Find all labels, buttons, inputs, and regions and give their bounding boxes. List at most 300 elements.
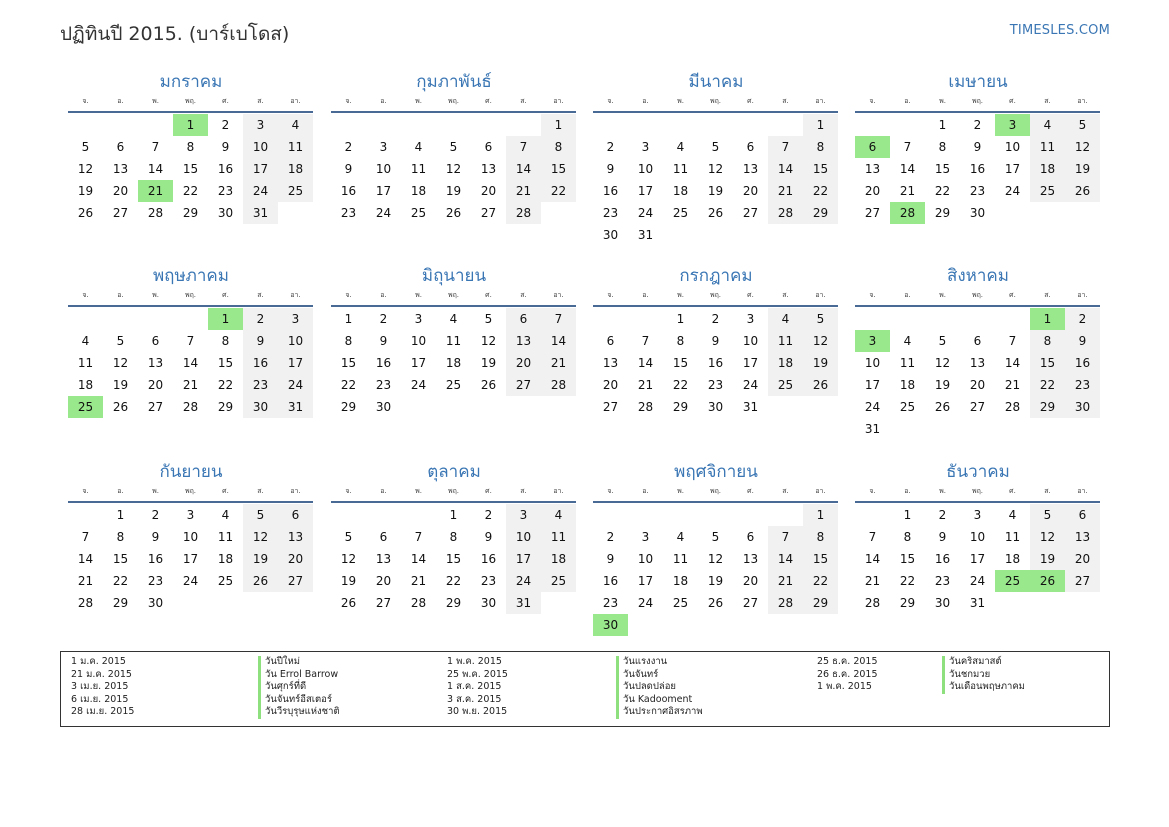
day-cell: 17 [375, 184, 392, 198]
weekday-label: ศ. [747, 96, 754, 105]
holiday-name: วันปีใหม่ [258, 656, 300, 669]
weekday-label: อ. [904, 290, 911, 299]
holiday-date: 25 ธ.ค. 2015 [817, 656, 878, 667]
page-title: ปฏิทินปี 2015. (บาร์เบโดส) [60, 23, 290, 45]
weekday-label: อ. [642, 96, 649, 105]
weekday-header [593, 288, 839, 302]
month-name: สิงหาคม [946, 266, 1009, 286]
day-cell: 13 [480, 162, 497, 176]
weekday-label: พฤ. [709, 96, 722, 105]
weekday-label: พ. [677, 96, 684, 105]
day-cell: 13 [112, 162, 129, 176]
week-row [68, 374, 314, 396]
day-cell: 2 [379, 312, 388, 326]
weekday-label: อ. [117, 290, 124, 299]
day-cell: 3 [243, 114, 278, 136]
weekday-label: อา. [1077, 96, 1088, 105]
day-cell: 20 [480, 184, 497, 198]
day-cell: 6 [506, 308, 541, 330]
weekday-header [593, 94, 839, 108]
weekday-label: ศ. [1009, 486, 1016, 495]
day-cell: 2 [484, 508, 493, 522]
empty-cell [138, 308, 173, 330]
day-cell: 26 [340, 596, 357, 610]
header-rule [68, 305, 313, 307]
holiday-name: วันวีรบุรุษแห่งชาติ [258, 706, 340, 719]
week-row [68, 504, 314, 526]
day-cell: 15 [112, 552, 129, 566]
day-cell: 16 [707, 356, 724, 370]
empty-cell [995, 308, 1030, 330]
week-row [593, 224, 839, 246]
day-cell: 4 [903, 334, 912, 348]
day-cell: 6 [116, 140, 125, 154]
empty-cell [768, 114, 803, 136]
day-cell: 14 [768, 548, 803, 570]
holiday-date: 25 พ.ค. 2015 [447, 668, 508, 680]
weekday-label: พ. [415, 486, 422, 495]
day-cell: 2 [151, 508, 160, 522]
day-cell: 21 [899, 184, 916, 198]
holiday-entry [71, 656, 428, 669]
day-grid [593, 114, 839, 246]
day-cell: 23 [375, 378, 392, 392]
day-cell: 19 [707, 184, 724, 198]
day-cell: 21 [182, 378, 199, 392]
day-cell: 21 [410, 574, 427, 588]
empty-cell [890, 418, 925, 440]
week-row [593, 570, 839, 592]
day-cell: 21 [541, 352, 576, 374]
day-cell: 28 [506, 202, 541, 224]
day-cell: 27 [480, 206, 497, 220]
day-cell: 23 [707, 378, 724, 392]
day-cell: 12 [112, 356, 129, 370]
header-rule [68, 111, 313, 113]
month-block [331, 70, 577, 224]
weekday-label: อ. [380, 290, 387, 299]
day-cell: 30 [480, 596, 497, 610]
day-cell: 31 [637, 228, 654, 242]
day-cell: 10 [1004, 140, 1021, 154]
day-cell: 9 [221, 140, 230, 154]
week-row [855, 570, 1101, 592]
day-cell: 7 [903, 140, 912, 154]
holiday-entry [817, 656, 1112, 669]
empty-cell [593, 114, 628, 136]
day-cell: 27 [506, 374, 541, 396]
day-cell: 29 [803, 202, 838, 224]
day-cell: 31 [969, 596, 986, 610]
day-cell: 7 [151, 140, 160, 154]
day-cell: 20 [969, 378, 986, 392]
day-cell: 21 [768, 570, 803, 592]
day-cell: 15 [340, 356, 357, 370]
day-grid [68, 504, 314, 614]
weekday-label: ส. [782, 486, 789, 495]
weekday-label: จ. [82, 486, 89, 495]
day-cell: 15 [445, 552, 462, 566]
day-cell: 6 [1065, 504, 1100, 526]
day-cell: 23 [1065, 374, 1100, 396]
day-cell: 8 [449, 530, 458, 544]
empty-cell [401, 504, 436, 526]
day-cell: 18 [1004, 552, 1021, 566]
week-row [68, 180, 314, 202]
day-cell: 30 [243, 396, 278, 418]
day-cell: 17 [506, 548, 541, 570]
day-cell: 21 [637, 378, 654, 392]
day-cell: 12 [1065, 136, 1100, 158]
weekday-label: จ. [82, 290, 89, 299]
day-cell: 10 [243, 136, 278, 158]
weekday-label: พ. [152, 486, 159, 495]
week-row [331, 308, 577, 330]
week-row [855, 136, 1101, 158]
day-cell: 22 [182, 184, 199, 198]
empty-cell [278, 592, 313, 614]
day-cell: 9 [484, 530, 493, 544]
day-cell: 12 [1030, 526, 1065, 548]
day-cell: 22 [112, 574, 129, 588]
empty-cell [698, 114, 733, 136]
day-cell: 13 [742, 552, 759, 566]
day-cell: 1 [938, 118, 947, 132]
day-cell: 24 [182, 574, 199, 588]
holiday-name: วันเดือนพฤษภาคม [942, 681, 1025, 694]
day-cell: 31 [243, 202, 278, 224]
day-cell: 19 [480, 356, 497, 370]
day-cell: 5 [484, 312, 493, 326]
weekday-label: พฤ. [971, 96, 984, 105]
day-cell: 1 [1030, 308, 1065, 330]
day-cell: 12 [445, 162, 462, 176]
month-block [68, 70, 314, 224]
weekday-label: ศ. [222, 486, 229, 495]
day-cell: 8 [803, 136, 838, 158]
holiday-entry [817, 681, 1112, 694]
month-name: ตุลาคม [427, 462, 481, 482]
weekday-label: พ. [415, 96, 422, 105]
week-row [855, 202, 1101, 224]
empty-cell [803, 396, 838, 418]
header-rule [68, 501, 313, 503]
empty-cell [243, 592, 278, 614]
day-cell: 28 [182, 400, 199, 414]
weekday-label: อา. [290, 486, 301, 495]
day-cell: 23 [340, 206, 357, 220]
day-cell: 28 [637, 400, 654, 414]
weekday-label: พฤ. [184, 290, 197, 299]
weekday-label: พฤ. [184, 96, 197, 105]
empty-cell [1030, 202, 1065, 224]
month-name: มิถุนายน [421, 266, 487, 286]
day-cell: 30 [375, 400, 392, 414]
week-row [593, 202, 839, 224]
day-cell: 30 [934, 596, 951, 610]
day-cell: 3 [641, 140, 650, 154]
day-cell: 8 [221, 334, 230, 348]
day-cell: 7 [81, 530, 90, 544]
weekday-label: ส. [520, 96, 527, 105]
weekday-label: จ. [607, 290, 614, 299]
day-cell: 26 [243, 570, 278, 592]
day-cell: 29 [672, 400, 689, 414]
day-cell: 7 [868, 530, 877, 544]
holiday-entry [447, 669, 786, 682]
holiday-column [71, 656, 428, 719]
day-cell: 23 [243, 374, 278, 396]
weekday-label: อา. [290, 290, 301, 299]
day-grid [855, 114, 1101, 224]
month-block [331, 264, 577, 418]
day-cell: 21 [1004, 378, 1021, 392]
weekday-header [331, 94, 577, 108]
day-cell: 6 [278, 504, 313, 526]
weekday-label: ศ. [485, 290, 492, 299]
header-rule [593, 305, 838, 307]
weekday-label: อ. [117, 96, 124, 105]
day-cell: 4 [81, 334, 90, 348]
day-grid [855, 504, 1101, 614]
day-cell: 5 [1030, 504, 1065, 526]
weekday-label: พฤ. [447, 96, 460, 105]
day-cell: 24 [410, 378, 427, 392]
day-cell: 1 [803, 114, 838, 136]
day-cell: 6 [746, 530, 755, 544]
day-cell: 18 [217, 552, 234, 566]
holiday-entry [71, 669, 428, 682]
day-cell: 2 [711, 312, 720, 326]
day-cell: 19 [707, 574, 724, 588]
day-cell: 5 [803, 308, 838, 330]
day-cell: 26 [480, 378, 497, 392]
day-cell: 5 [243, 504, 278, 526]
weekday-label: อ. [904, 486, 911, 495]
empty-cell [103, 114, 138, 136]
empty-cell [541, 592, 576, 614]
day-cell: 30 [602, 228, 619, 242]
weekday-label: พฤ. [447, 290, 460, 299]
day-grid [331, 504, 577, 614]
day-cell: 10 [506, 526, 541, 548]
week-row [593, 548, 839, 570]
holiday-entry [71, 681, 428, 694]
weekday-label: อ. [380, 96, 387, 105]
empty-cell [890, 308, 925, 330]
holiday-entry [817, 669, 1112, 682]
week-row [68, 526, 314, 548]
day-cell: 21 [864, 574, 881, 588]
empty-cell [1030, 592, 1065, 614]
day-cell: 27 [278, 570, 313, 592]
day-cell: 9 [938, 530, 947, 544]
day-cell: 16 [217, 162, 234, 176]
empty-cell [855, 308, 890, 330]
empty-cell [436, 114, 471, 136]
day-cell: 9 [344, 162, 353, 176]
day-cell: 1 [903, 508, 912, 522]
day-cell: 24 [742, 378, 759, 392]
day-cell: 22 [445, 574, 462, 588]
day-cell: 2 [973, 118, 982, 132]
empty-cell [436, 396, 471, 418]
day-cell: 6 [606, 334, 615, 348]
weekday-label: ศ. [222, 96, 229, 105]
day-cell: 22 [672, 378, 689, 392]
holiday-entry [447, 656, 786, 669]
day-cell: 11 [278, 136, 313, 158]
week-row [331, 158, 577, 180]
day-cell: 10 [637, 162, 654, 176]
day-cell: 27 [742, 596, 759, 610]
empty-cell [331, 114, 366, 136]
day-cell: 18 [672, 574, 689, 588]
day-cell: 15 [182, 162, 199, 176]
empty-cell [1065, 418, 1100, 440]
day-cell: 13 [1065, 526, 1100, 548]
day-cell: 28 [410, 596, 427, 610]
day-cell: 22 [541, 180, 576, 202]
day-cell: 13 [375, 552, 392, 566]
week-row [68, 114, 314, 136]
weekday-label: จ. [345, 290, 352, 299]
empty-cell [925, 418, 960, 440]
week-row [593, 352, 839, 374]
weekday-label: พ. [152, 290, 159, 299]
day-cell: 17 [742, 356, 759, 370]
month-name: มีนาคม [688, 72, 744, 92]
empty-cell [995, 418, 1030, 440]
day-cell: 3 [186, 508, 195, 522]
day-cell: 11 [672, 162, 689, 176]
holiday-entry [447, 706, 786, 719]
day-cell: 15 [541, 158, 576, 180]
week-row [855, 330, 1101, 352]
day-cell: 27 [147, 400, 164, 414]
day-cell: 4 [1008, 508, 1017, 522]
weekday-label: อา. [290, 96, 301, 105]
day-cell: 19 [1030, 548, 1065, 570]
day-cell: 24 [969, 574, 986, 588]
day-cell: 29 [182, 206, 199, 220]
day-cell: 2 [606, 140, 615, 154]
day-cell: 8 [676, 334, 685, 348]
day-cell: 20 [112, 184, 129, 198]
week-row [593, 158, 839, 180]
week-row [68, 330, 314, 352]
header-rule [593, 111, 838, 113]
holiday-name: วันประกาศอิสรภาพ [616, 706, 703, 719]
header-rule [331, 305, 576, 307]
month-name: ธันวาคม [946, 462, 1010, 482]
day-cell: 13 [742, 162, 759, 176]
day-cell: 6 [973, 334, 982, 348]
day-cell: 8 [116, 530, 125, 544]
day-cell: 11 [77, 356, 94, 370]
day-cell: 16 [1065, 352, 1100, 374]
day-cell: 12 [707, 552, 724, 566]
empty-cell [1065, 202, 1100, 224]
day-cell: 14 [410, 552, 427, 566]
day-cell: 5 [1065, 114, 1100, 136]
day-cell: 8 [1030, 330, 1065, 352]
month-block [855, 70, 1101, 224]
day-cell: 17 [182, 552, 199, 566]
weekday-label: อา. [815, 486, 826, 495]
holiday-name: วันจันทร์อีสเตอร์ [258, 694, 332, 707]
day-cell: 7 [541, 308, 576, 330]
month-name: มกราคม [159, 72, 223, 92]
day-cell: 10 [864, 356, 881, 370]
weekday-label: อ. [380, 486, 387, 495]
week-row [855, 374, 1101, 396]
day-cell: 15 [217, 356, 234, 370]
day-cell: 15 [1030, 352, 1065, 374]
week-row [593, 308, 839, 330]
day-cell: 21 [768, 180, 803, 202]
day-grid [593, 504, 839, 636]
weekday-label: จ. [869, 486, 876, 495]
day-cell: 12 [934, 356, 951, 370]
empty-cell [68, 504, 103, 526]
day-cell: 9 [243, 330, 278, 352]
day-cell: 18 [768, 352, 803, 374]
weekday-label: ศ. [1009, 96, 1016, 105]
empty-cell [401, 396, 436, 418]
day-cell: 28 [864, 596, 881, 610]
day-cell: 18 [77, 378, 94, 392]
day-cell: 16 [969, 162, 986, 176]
month-name: กันยายน [159, 462, 223, 482]
day-cell: 8 [344, 334, 353, 348]
day-cell: 28 [541, 374, 576, 396]
day-cell: 23 [934, 574, 951, 588]
holiday-name: วันจันทร์ [616, 669, 658, 682]
week-row [855, 352, 1101, 374]
day-cell: 26 [112, 400, 129, 414]
day-cell: 24 [637, 596, 654, 610]
weekday-label: ส. [520, 290, 527, 299]
day-cell: 22 [803, 570, 838, 592]
holiday-name: วันศุกร์ที่ดี [258, 681, 306, 694]
week-row [68, 548, 314, 570]
day-cell: 11 [541, 526, 576, 548]
day-cell: 6 [484, 140, 493, 154]
day-cell: 15 [934, 162, 951, 176]
weekday-label: ส. [1044, 96, 1051, 105]
week-row [331, 592, 577, 614]
empty-cell [628, 114, 663, 136]
day-cell: 9 [973, 140, 982, 154]
day-cell: 5 [344, 530, 353, 544]
day-cell: 3 [746, 312, 755, 326]
week-row [855, 548, 1101, 570]
day-cell: 14 [541, 330, 576, 352]
empty-cell [733, 504, 768, 526]
empty-cell [663, 114, 698, 136]
holiday-name: วันชกมวย [942, 669, 990, 682]
brand-link[interactable]: TIMESLES.COM [1009, 23, 1110, 38]
day-cell: 18 [672, 184, 689, 198]
empty-cell [663, 504, 698, 526]
week-row [331, 570, 577, 592]
week-row [331, 136, 577, 158]
weekday-label: จ. [82, 96, 89, 105]
weekday-label: พ. [939, 96, 946, 105]
day-cell: 11 [1030, 136, 1065, 158]
empty-cell [68, 114, 103, 136]
